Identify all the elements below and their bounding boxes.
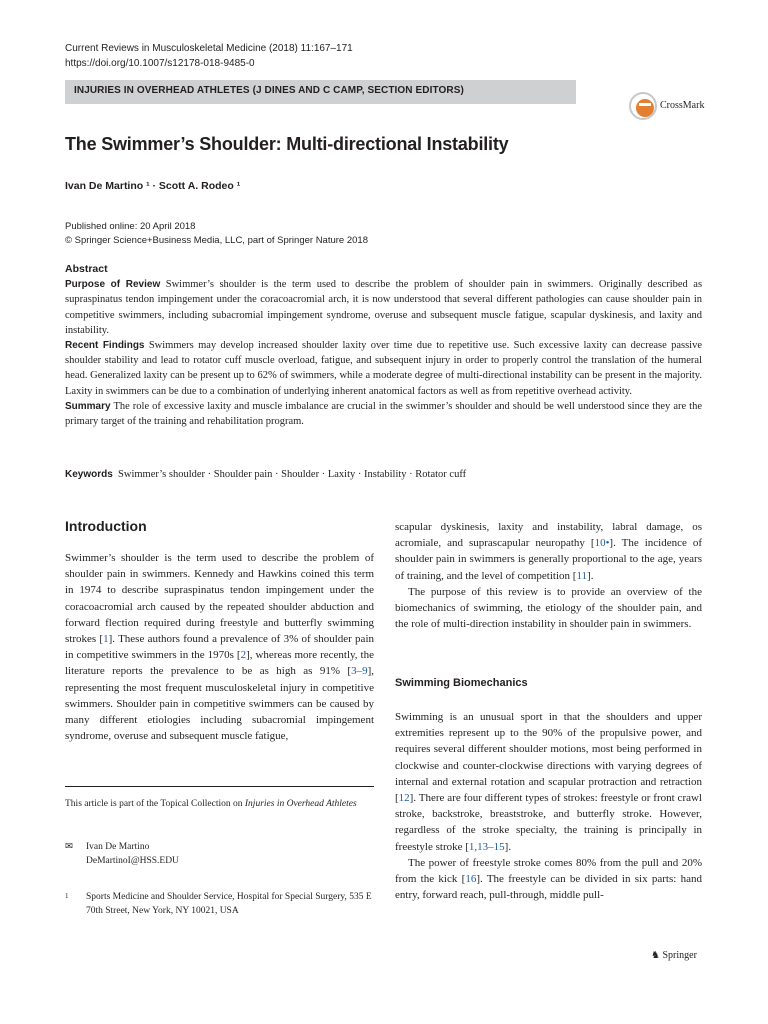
- biomechanics-heading: Swimming Biomechanics: [395, 677, 528, 689]
- corresponding-author: [86, 840, 179, 868]
- abstract: [65, 262, 702, 429]
- springer-label: Springer: [662, 950, 697, 961]
- citation-link[interactable]: 16: [465, 873, 477, 886]
- footnote-divider: [65, 786, 374, 787]
- findings-text: Swimmers may develop increased shoulder laxity over time due to repetitive use. Such excessive laxity can decrease passive shoulder stability and lead to rotator cuff muscle overload, fatigue, and subsequent injury in order to properly control the translation of the humeral head. Generalized laxity can be present up to 62% of swimmers, while a moderate degree of multi-directional instability can be present in the majority. Laxity in swimmers can be due to a combination of underlying inherent anatomical factors as well as from repetitive overhead activity.: [65, 340, 702, 397]
- copyright-line: © Springer Science+Business Media, LLC, part of Springer Nature 2018: [65, 235, 368, 246]
- citation-link[interactable]: 11: [576, 569, 588, 582]
- envelope-icon: ✉: [65, 842, 73, 852]
- publication-info: [65, 220, 368, 248]
- introduction-paragraph: Swimmer’s shoulder is the term used to describe the problem of shoulder pain in swimmers. Kennedy and Hawkins coined this term in 1974 to describe supraspinatus tendon impingement under the coracoacromial arch caused by the repeated shoulder abduction and forward flection required during freestyle and butterfly swimming strokes [1]. These authors found a prevalence of 3% of shoulder pain in competitive swimmers in the 1970s [2], whereas more recently, the literature reports the prevalence to be as high as 91% [3–9], representing the most frequent musculoskeletal injury in competitive swimmers. Shoulder pain in competitive swimmers can be caused by many different etiologies including subacromial impingement syndrome, overuse and subsequent muscle fatigue,: [65, 552, 374, 743]
- citation-link[interactable]: 3–9: [351, 665, 368, 678]
- corresponding-name: Ivan De Martino: [86, 842, 150, 852]
- citation-link[interactable]: 12: [398, 792, 410, 805]
- journal-citation: Current Reviews in Musculoskeletal Medicine (2018) 11:167–171: [65, 43, 353, 54]
- abstract-summary: [65, 399, 702, 429]
- published-date: Published online: 20 April 2018: [65, 221, 196, 232]
- crossmark-label: CrossMark: [660, 100, 705, 111]
- abstract-heading: Abstract: [65, 263, 108, 275]
- purpose-text: Swimmer’s shoulder is the term used to describe the problem of shoulder pain in swimmers. Originally described as supraspinatus tendon impingement under the coracoacromial arch, it is now understood that several different pathologies can cause shoulder pain in competitive swimmers, including subacromial impingement syndrome, overuse and subsequent muscle fatigue, scapular dyskinesis, and laxity and instability.: [65, 279, 703, 336]
- citation-link[interactable]: 10•: [594, 537, 610, 550]
- citation-link[interactable]: 1,13–15: [468, 840, 505, 853]
- springer-horse-icon: ♞: [651, 950, 660, 961]
- author-list[interactable]: Ivan De Martino ¹ · Scott A. Rodeo ¹: [65, 180, 241, 192]
- purpose-paragraph: The purpose of this review is to provide an overview of the biomechanics of swimming, the etiology of the shoulder pain, and the role of multi-direction instability in shoulder pain in swimmers.: [395, 585, 702, 631]
- biomechanics-text: Swimming is an unusual sport in that the shoulders and upper extremities represent up to the 90% of the propulsive power, and requires several different shoulder motions, most being performed in clockwise and counter-clockwise directions with varying degrees of internal and external rotation and scapular protraction and retraction [12]. There are four different types of strokes: freestyle or front crawl stroke, backstroke, breaststroke, and butterfly stroke. However, regardless of the stroke specialty, the training is principally in freestyle stroke [1,13–15]. The power of freestyle stroke comes 80% from the pull and 20% from the kick [16]. The freestyle can be divided in six parts: hand entry, forward reach, pull-through, middle pull-: [395, 711, 702, 902]
- summary-text: The role of excessive laxity and muscle imbalance are crucial in the swimmer’s shoulder and should be well understood since they are the primary target of the training and rehabilitation program.: [65, 400, 703, 428]
- affiliation: Sports Medicine and Shoulder Service, Hospital for Special Surgery, 535 E 70th Street, New York, NY 10021, USA: [86, 892, 372, 916]
- citation-link[interactable]: 2: [240, 649, 247, 662]
- journal-header: [65, 41, 353, 71]
- keywords: [65, 469, 466, 480]
- doi-link[interactable]: https://doi.org/10.1007/s12178-018-9485-0: [65, 58, 255, 69]
- collection-note: This article is part of the Topical Collection on Injuries in Overhead Athletes: [65, 799, 357, 809]
- purpose-label: Purpose of Review: [65, 279, 161, 291]
- introduction-heading: Introduction: [65, 518, 147, 534]
- right-column-text: scapular dyskinesis, laxity and instability, labral damage, os acromiale, and suprascapular neuropathy [10•]. The incidence of shoulder pain in swimmers is generally proportional to the age, years of training, and the level of competition [11]. The purpose of this review is to provide an overview of the biomechanics of swimming, the etiology of the shoulder pain, and the role of multi-direction instability in shoulder pain in swimmers.: [395, 519, 702, 632]
- affiliation-number: 1: [65, 892, 69, 900]
- article-title: The Swimmer’s Shoulder: Multi-directional Instability: [65, 134, 509, 154]
- crossmark-icon: [629, 92, 657, 120]
- section-banner: [65, 80, 576, 104]
- citation-link[interactable]: 1: [103, 633, 109, 646]
- section-banner-label: INJURIES IN OVERHEAD ATHLETES (J DINES AND C CAMP, SECTION EDITORS): [74, 85, 464, 96]
- crossmark-badge[interactable]: [629, 92, 723, 122]
- abstract-findings: [65, 338, 702, 399]
- corresponding-email[interactable]: DeMartinoI@HSS.EDU: [86, 856, 179, 866]
- abstract-purpose: [65, 277, 702, 338]
- keywords-label: Keywords: [65, 469, 113, 480]
- summary-label: Summary: [65, 400, 111, 412]
- keywords-text: Swimmer’s shoulder · Shoulder pain · Shoulder · Laxity · Instability · Rotator cuff: [118, 469, 467, 480]
- springer-logo: [651, 950, 697, 961]
- findings-label: Recent Findings: [65, 340, 145, 352]
